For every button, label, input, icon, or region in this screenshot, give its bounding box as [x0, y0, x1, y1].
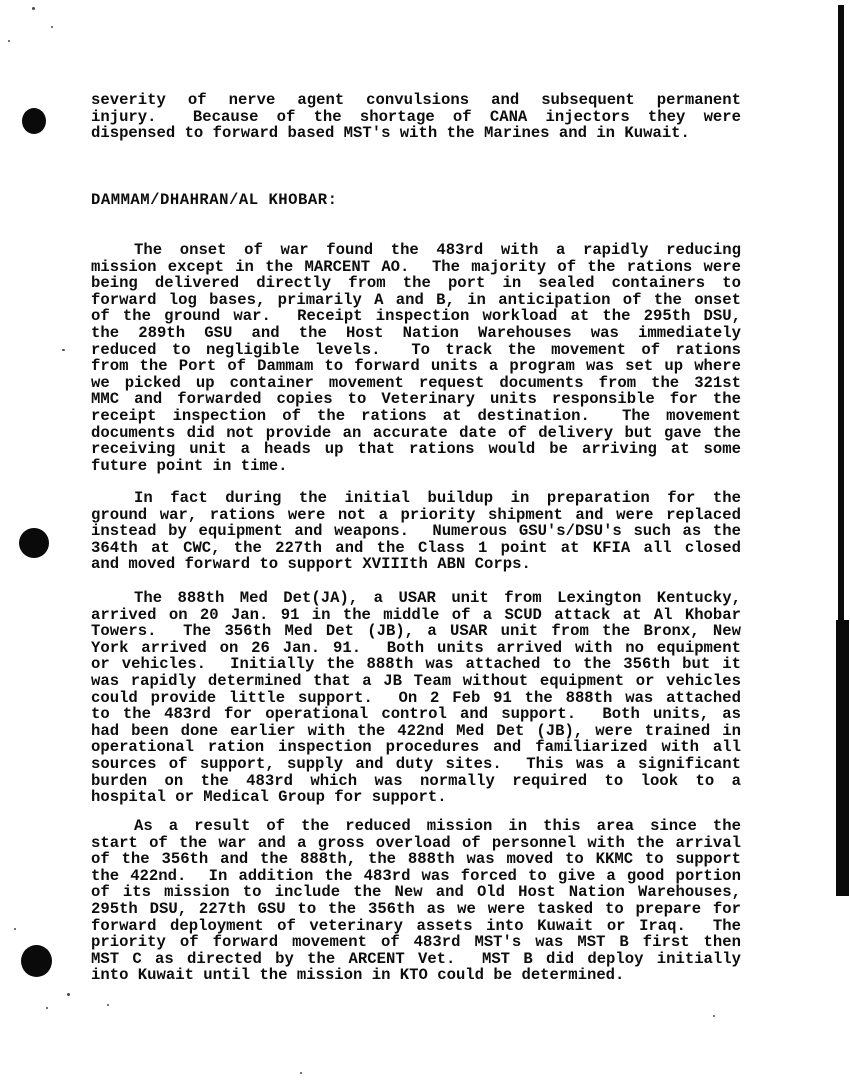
text-line: Towers. The 356th Med Det (JB), a USAR unit from the Bronx, New — [91, 622, 741, 641]
paragraph-888th-med-det — [91, 590, 741, 806]
text-line: arrived on 20 Jan. 91 in the middle of a SCUD attack at Al Khobar — [91, 605, 741, 624]
scan-speck — [14, 928, 16, 930]
continuation-paragraph — [91, 92, 741, 142]
text-line: had been done earlier with the 422nd Med Det (JB), were trained in — [91, 721, 741, 740]
scan-speck — [62, 349, 65, 351]
text-line: burden on the 483rd which was normally required to look to a — [91, 771, 741, 790]
text-line: future point in time. — [91, 456, 288, 475]
text-line: we picked up container movement request documents from the 321st — [91, 373, 741, 392]
scan-speck — [713, 1015, 715, 1017]
text-line: sources of support, supply and duty sites. This was a significant — [91, 754, 741, 773]
text-line: operational ration inspection procedures and familiarized with all — [91, 738, 741, 757]
scan-speck — [300, 1072, 302, 1074]
text-line: 295th DSU, 227th GSU to the 356th as we were tasked to prepare for — [91, 899, 741, 918]
text-line: ground war, rations were not a priority shipment and were replaced — [91, 505, 741, 524]
scan-speck — [107, 1004, 109, 1006]
text-line: mission except in the MARCENT AO. The majority of the rations were — [91, 257, 741, 276]
text-line: and moved forward to support XVIIIth ABN Corps. — [91, 555, 531, 574]
text-line: As a result of the reduced mission in this area since the — [134, 817, 741, 835]
text-line: dispensed to forward based MST's with the Marines and in Kuwait. — [91, 124, 690, 143]
text-line: or vehicles. Initially the 888th was attached to the 356th but it — [91, 655, 741, 674]
paragraph-onset-of-war — [91, 242, 741, 474]
scan-speck — [67, 993, 70, 996]
text-line: In fact during the initial buildup in preparation for the — [134, 489, 741, 507]
text-line: York arrived on 26 Jan. 91. Both units arrived with no equipment — [91, 638, 741, 657]
text-line: the 289th GSU and the Host Nation Warehouses was immediately — [91, 323, 741, 342]
text-line: injury. Because of the shortage of CANA injectors they were — [91, 107, 741, 126]
text-line: documents did not provide an accurate date of delivery but gave the — [91, 423, 741, 442]
text-line: hospital or Medical Group for support. — [91, 788, 447, 807]
text-line: from the Port of Dammam to forward units a program was set up where — [91, 357, 741, 376]
text-line: of its mission to include the New and Old Host Nation Warehouses, — [91, 883, 741, 902]
scan-speck — [46, 1007, 48, 1009]
text-line: forward log bases, primarily A and B, in anticipation of the onset — [91, 290, 741, 309]
text-line: could provide little support. On 2 Feb 91 the 888th was attached — [91, 688, 741, 707]
text-line: 364th at CWC, the 227th and the Class 1 point at KFIA all closed — [91, 538, 741, 557]
text-line: receiving unit a heads up that rations would be arriving at some — [91, 440, 741, 459]
text-line: was rapidly determined that a JB Team without equipment or vehicles — [91, 671, 741, 690]
scan-edge-bar — [836, 620, 849, 896]
scan-speck — [51, 26, 53, 28]
text-line: the 422nd. In addition the 483rd was forced to give a good portion — [91, 866, 741, 885]
paragraph-reduced-mission — [91, 818, 741, 984]
text-line: The onset of war found the 483rd with a rapidly reducing — [134, 241, 741, 259]
text-line: instead by equipment and weapons. Numerous GSU's/DSU's such as the — [91, 522, 741, 541]
text-line: of the ground war. Receipt inspection workload at the 295th DSU, — [91, 307, 741, 326]
text-line: The 888th Med Det(JA), a USAR unit from Lexington Kentucky, — [134, 589, 741, 607]
text-line: receipt inspection of the rations at destination. The movement — [91, 406, 741, 425]
paragraph-initial-buildup — [91, 490, 741, 573]
text-line: into Kuwait until the mission in KTO could be determined. — [91, 966, 625, 985]
hole-punch-mark — [19, 528, 49, 558]
scan-edge-bar — [838, 5, 844, 620]
scan-speck — [8, 40, 10, 42]
text-line: of the 356th and the 888th, the 888th was moved to KKMC to support — [91, 850, 741, 869]
text-line: to the 483rd for operational control and support. Both units, as — [91, 705, 741, 724]
text-line: start of the war and a gross overload of personnel with the arrival — [91, 833, 741, 852]
text-line: MMC and forwarded copies to Veterinary units responsible for the — [91, 390, 741, 409]
text-line: reduced to negligible levels. To track the movement of rations — [91, 340, 741, 359]
text-line: priority of forward movement of 483rd MST's was MST B first then — [91, 933, 741, 952]
hole-punch-mark — [22, 108, 46, 134]
text-line: MST C as directed by the ARCENT Vet. MST B did deploy initially — [91, 949, 741, 968]
section-heading: DAMMAM/DHAHRAN/AL KHOBAR: — [91, 191, 338, 209]
text-line: being delivered directly from the port in sealed containers to — [91, 274, 741, 293]
text-line: forward deployment of veterinary assets into Kuwait or Iraq. The — [91, 916, 741, 935]
scan-speck — [32, 7, 35, 10]
text-line: severity of nerve agent convulsions and subsequent permanent — [91, 91, 741, 109]
hole-punch-mark — [21, 945, 52, 977]
